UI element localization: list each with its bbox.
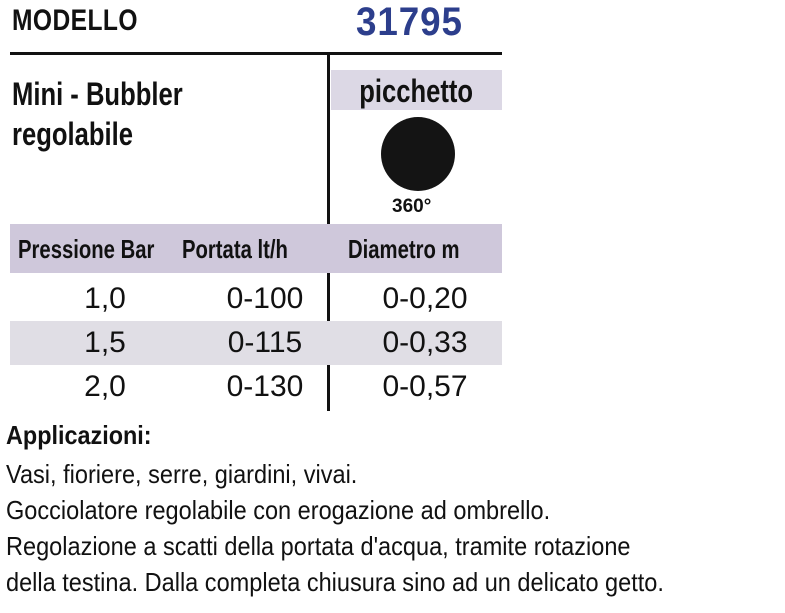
- spray-angle: 360°: [392, 196, 432, 217]
- table-row: [10, 277, 502, 321]
- applications-line: della testina. Dalla completa chiusura sino ad un delicato getto.: [6, 567, 664, 597]
- product-name-line2: regolabile: [12, 116, 133, 152]
- cell-diametro: 0-0,33: [382, 326, 468, 359]
- applications-title: Applicazioni:: [6, 420, 152, 450]
- type-label: picchetto: [359, 73, 474, 109]
- cell-pressione: 1,0: [84, 282, 126, 315]
- model-label: MODELLO: [12, 4, 138, 37]
- applications-line: Gocciolatore regolabile con erogazione ad ombrello.: [6, 495, 551, 525]
- applications-line: Regolazione a scatti della portata d'acqua, tramite rotazione: [6, 531, 631, 561]
- applications-line: Vasi, fioriere, serre, giardini, vivai.: [6, 459, 358, 489]
- product-name-line1: Mini - Bubbler: [12, 76, 183, 112]
- cell-portata: 0-115: [227, 326, 303, 359]
- top-rule: [10, 52, 502, 55]
- header-portata: Portata lt/h: [182, 234, 288, 264]
- spray-pattern-icon: [381, 117, 455, 191]
- cell-pressione: 2,0: [84, 370, 126, 403]
- header-pressione: Pressione Bar: [18, 234, 155, 264]
- header-diametro: Diametro m: [348, 234, 460, 264]
- product-name: [12, 74, 183, 154]
- model-number: 31795: [356, 0, 463, 44]
- cell-diametro: 0-0,57: [382, 370, 468, 403]
- table-row: [10, 365, 502, 409]
- cell-pressione: 1,5: [84, 326, 126, 359]
- cell-portata: 0-100: [226, 282, 304, 315]
- cell-portata: 0-130: [226, 370, 304, 403]
- cell-diametro: 0-0,20: [382, 282, 468, 315]
- table-row: [10, 321, 502, 365]
